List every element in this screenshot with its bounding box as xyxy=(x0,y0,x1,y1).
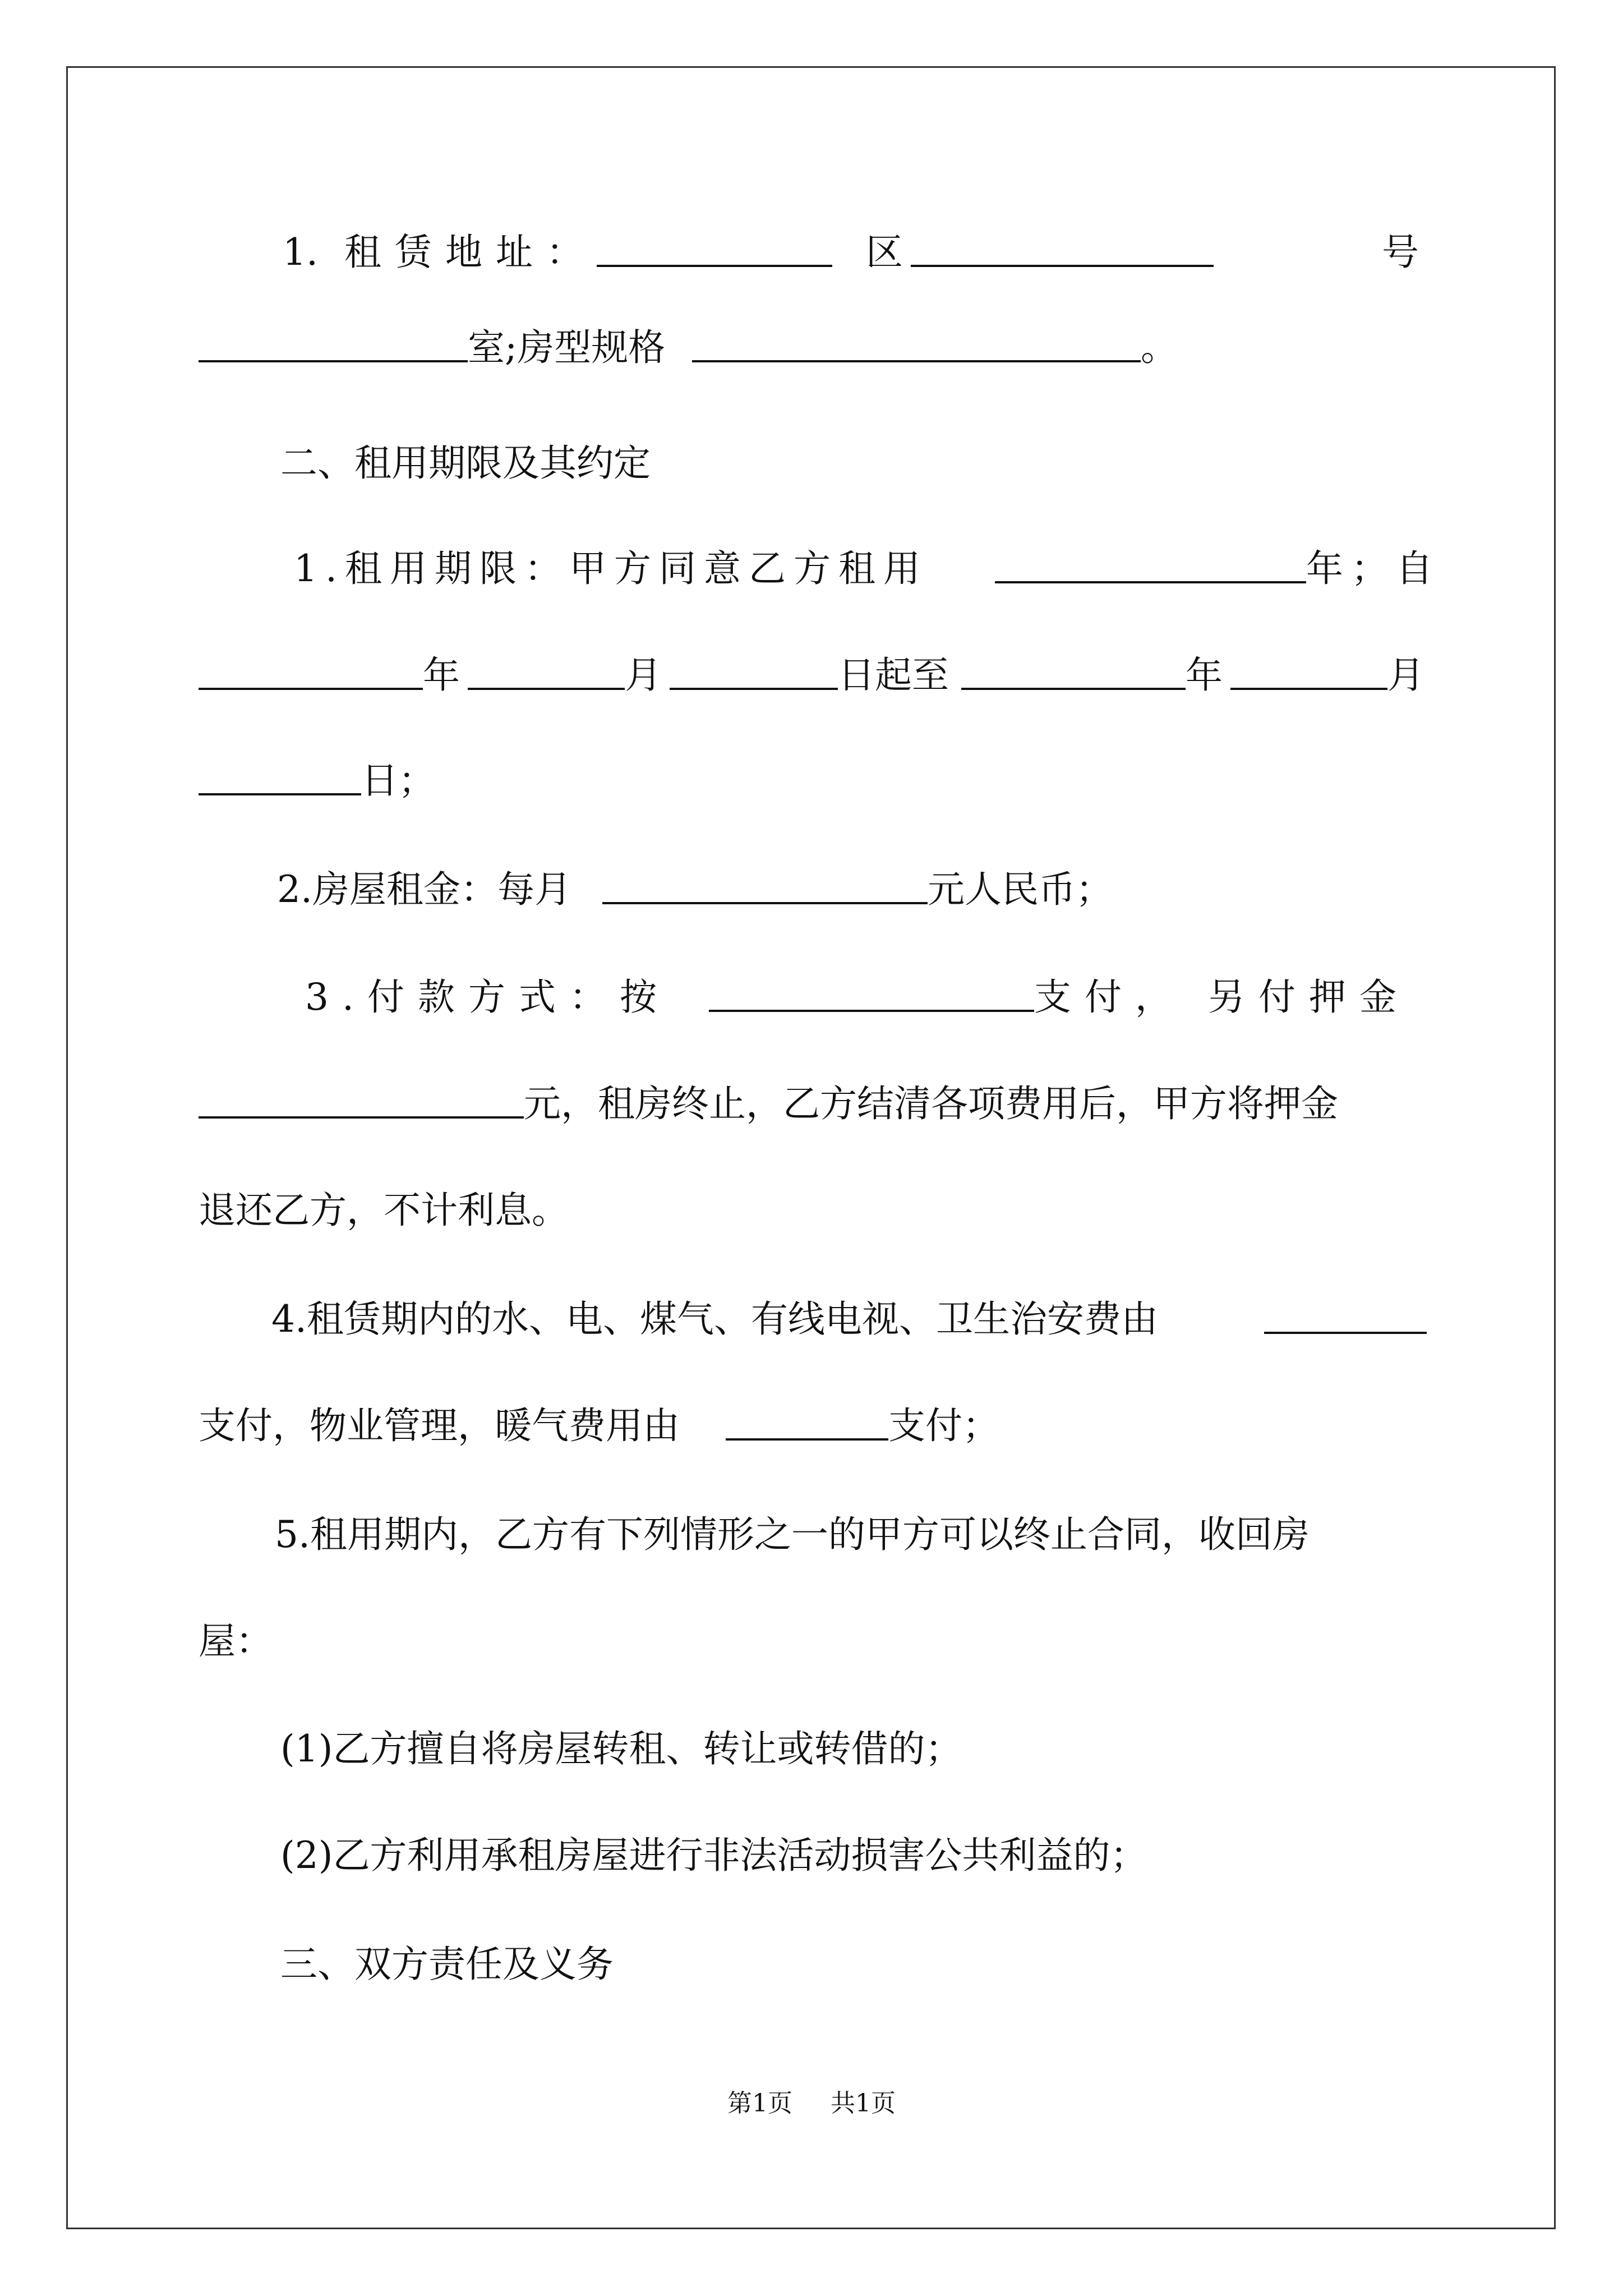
section-heading-3: 三、双方责任及义务 xyxy=(280,1943,614,1986)
room-blank xyxy=(199,322,468,362)
utilities-line xyxy=(199,1294,1423,1345)
start-year-blank xyxy=(199,650,423,690)
start-day-blank xyxy=(670,650,838,690)
room-type-blank xyxy=(692,322,1141,362)
deposit-blank xyxy=(199,1078,524,1119)
month-label: 月 xyxy=(625,654,662,697)
page-border xyxy=(66,66,1556,2229)
rent-label: 2.房屋租金：每月 xyxy=(277,868,571,911)
utilities-payer-blank xyxy=(1264,1294,1427,1334)
condition-2: (2)乙方利用承租房屋进行非法活动损害公共利益的； xyxy=(280,1834,1147,1877)
property-fee-line xyxy=(199,1400,1423,1452)
month-label-2: 月 xyxy=(1387,654,1424,697)
year-label-2: 年 xyxy=(1186,654,1223,697)
property-fee-text: 支付，物业管理，暖气费用由 xyxy=(199,1404,680,1447)
rent-currency-label: 元人民币； xyxy=(928,868,1113,911)
termination-clause-cont: 屋： xyxy=(199,1619,273,1663)
lease-address-label: 租赁地址： xyxy=(344,231,597,274)
payment-method-blank xyxy=(709,972,1034,1012)
condition-1: (1)乙方擅自将房屋转租、转让或转借的； xyxy=(280,1727,962,1770)
deposit-return-text: 退还乙方，不计利息。 xyxy=(199,1189,569,1232)
lease-address-line xyxy=(199,227,1423,278)
lease-term-line xyxy=(199,543,1441,595)
district-label: 区 xyxy=(866,231,903,274)
payment-label: 支付， xyxy=(1034,976,1186,1019)
lease-term-text: 1.租用期限：甲方同意乙方租用 xyxy=(294,547,928,590)
district-blank xyxy=(911,227,1214,267)
year-label: 年 xyxy=(423,654,460,697)
payment-method-line xyxy=(199,972,1423,1023)
room-type-label: 室;房型规格 xyxy=(468,326,666,369)
end-day-blank xyxy=(199,755,361,795)
number-label: 号 xyxy=(1382,231,1419,274)
address-blank xyxy=(597,227,832,267)
property-fee-payer-blank xyxy=(726,1400,888,1441)
day-label: 日； xyxy=(361,759,435,802)
years-blank xyxy=(995,543,1306,583)
period-mark: 。 xyxy=(1141,326,1178,369)
page-footer xyxy=(0,2087,1623,2120)
page-total: 共1页 xyxy=(831,2089,896,2118)
rent-line xyxy=(199,864,1423,915)
termination-clause: 5.租用期内，乙方有下列情形之一的甲方可以终止合同，收回房 xyxy=(275,1513,1310,1556)
day-from-to-label: 日起至 xyxy=(838,654,949,697)
deposit-text: 元，租房终止，乙方结清各项费用后，甲方将押金 xyxy=(524,1082,1338,1125)
item-number: 1. xyxy=(283,231,318,274)
start-month-blank xyxy=(468,650,625,690)
date-range-line xyxy=(199,650,1423,701)
section-heading-2: 二、租用期限及其约定 xyxy=(280,441,651,485)
room-type-line xyxy=(199,322,1423,374)
payment-method-label: 3.付款方式：按 xyxy=(305,976,670,1019)
deposit-label: 另付押金 xyxy=(1208,976,1410,1019)
years-from-label: 年；自 xyxy=(1306,547,1441,590)
end-day-line xyxy=(199,755,1423,807)
monthly-rent-blank xyxy=(602,864,928,904)
end-month-blank xyxy=(1230,650,1387,690)
utilities-text: 4.租赁期内的水、电、煤气、有线电视、卫生治安费由 xyxy=(271,1297,1158,1341)
deposit-line xyxy=(199,1078,1423,1130)
page-number: 第1页 xyxy=(727,2089,792,2118)
end-year-blank xyxy=(961,650,1186,690)
payment-suffix: 支付； xyxy=(888,1404,999,1447)
